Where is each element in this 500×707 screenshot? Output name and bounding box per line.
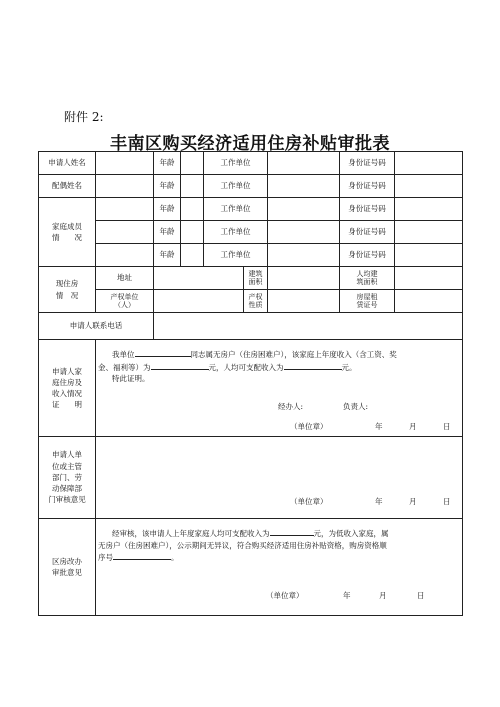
seal-label: （单位章） <box>290 421 328 431</box>
age-field[interactable] <box>181 175 204 198</box>
current-housing-label: 现住房 情 况 <box>39 267 96 313</box>
work-unit-label: 工作单位 <box>204 152 268 175</box>
work-unit-label: 工作单位 <box>204 221 268 244</box>
applicant-name-field[interactable] <box>96 152 154 175</box>
work-unit-field[interactable] <box>268 198 340 221</box>
age-label: 年龄 <box>154 244 181 267</box>
id-number-field[interactable] <box>395 221 463 244</box>
id-number-label: 身份证号码 <box>340 152 395 175</box>
age-label: 年龄 <box>154 152 181 175</box>
responsible-label: 负责人: <box>343 401 369 411</box>
district-text: 经审核，该申请人上年度家庭人均可支配收入为 <box>112 529 270 538</box>
row-housing-2 <box>39 290 463 313</box>
income-text: 金、福利等）为 <box>98 362 151 372</box>
id-number-label: 身份证号码 <box>340 221 395 244</box>
contact-phone-field[interactable] <box>154 313 463 340</box>
handler-label: 经办人: <box>278 401 304 411</box>
id-number-label: 身份证号码 <box>340 244 395 267</box>
month-label: 月 <box>409 497 417 506</box>
age-field[interactable] <box>181 221 204 244</box>
work-unit-label: 工作单位 <box>204 198 268 221</box>
income-text: 同志属无房户（住房困难户），该家庭上年度收入（含工资、奖 <box>190 350 397 359</box>
income-proof-label: 申请人家 庭住房及 收入情况 证 明 <box>39 340 96 437</box>
applicant-name-label: 申请人姓名 <box>39 152 96 175</box>
work-unit-field[interactable] <box>268 175 340 198</box>
day-label: 日 <box>443 497 451 506</box>
age-field[interactable] <box>181 244 204 267</box>
per-capita-area-field[interactable] <box>395 267 463 290</box>
district-income-blank[interactable] <box>270 527 314 536</box>
id-number-field[interactable] <box>395 244 463 267</box>
lease-cert-label: 房屋租 赁证号 <box>340 290 395 313</box>
row-housing-1 <box>39 267 463 290</box>
work-unit-label: 工作单位 <box>204 244 268 267</box>
work-unit-label: 工作单位 <box>204 175 268 198</box>
lease-cert-field[interactable] <box>395 290 463 313</box>
id-number-field[interactable] <box>395 175 463 198</box>
form-title: 丰南区购买经济适用住房补贴审批表 <box>110 134 390 154</box>
income-text: 特此证明。 <box>112 374 150 384</box>
property-unit-label: 产权单位 （人） <box>96 290 154 313</box>
income-proof-content <box>96 340 463 437</box>
contact-phone-label: 申请人联系电话 <box>39 313 154 340</box>
applicant-blank[interactable] <box>135 348 191 357</box>
spouse-name-label: 配偶姓名 <box>39 175 96 198</box>
row-family-1 <box>39 198 463 221</box>
district-text: 。 <box>171 553 179 563</box>
year-label: 年 <box>375 497 383 506</box>
id-number-field[interactable] <box>395 198 463 221</box>
year-label: 年 <box>343 590 351 600</box>
id-number-label: 身份证号码 <box>340 198 395 221</box>
id-number-label: 身份证号码 <box>340 175 395 198</box>
district-text: 元，为低收入家庭，属 <box>313 529 389 538</box>
row-district-opinion <box>39 519 463 616</box>
work-unit-field[interactable] <box>268 244 340 267</box>
property-unit-field[interactable] <box>154 290 244 313</box>
row-family-3 <box>39 244 463 267</box>
income-text: 元。 <box>341 362 357 372</box>
work-unit-field[interactable] <box>268 152 340 175</box>
month-label: 月 <box>409 421 417 431</box>
building-area-label: 建筑 面积 <box>244 267 268 290</box>
dept-opinion-label: 申请人单 位或主管 部门、劳 动保障部 门审核意见 <box>39 437 96 519</box>
age-label: 年龄 <box>154 221 181 244</box>
per-capita-income-blank[interactable] <box>284 361 342 370</box>
district-text: 序号 <box>98 553 113 563</box>
age-field[interactable] <box>181 152 204 175</box>
row-applicant <box>39 152 463 175</box>
age-field[interactable] <box>181 198 204 221</box>
building-area-field[interactable] <box>268 267 340 290</box>
day-label: 日 <box>443 421 451 431</box>
family-name-field[interactable] <box>96 244 154 267</box>
id-number-field[interactable] <box>395 152 463 175</box>
month-label: 月 <box>379 590 387 600</box>
age-label: 年龄 <box>154 175 181 198</box>
per-capita-area-label: 人均建 筑面积 <box>340 267 395 290</box>
row-income-proof <box>39 340 463 437</box>
day-label: 日 <box>417 590 425 600</box>
property-nature-field[interactable] <box>268 290 340 313</box>
income-blank[interactable] <box>151 361 209 370</box>
year-label: 年 <box>375 421 383 431</box>
sequence-number-blank[interactable] <box>113 551 171 560</box>
seal-label: （单位章） <box>266 590 304 600</box>
row-contact <box>39 313 463 340</box>
income-text: 元，人均可支配收入为 <box>208 362 284 372</box>
row-spouse <box>39 175 463 198</box>
age-label: 年龄 <box>154 198 181 221</box>
district-text: 无房户（住房困难户），公示期间无异议，符合购买经济适用住房补贴资格，购房资格顺 <box>98 540 387 550</box>
family-members-label: 家庭成员 情 况 <box>39 198 96 267</box>
family-name-field[interactable] <box>96 198 154 221</box>
income-text: 我单位 <box>112 350 135 359</box>
dept-opinion-content[interactable] <box>96 437 463 519</box>
seal-label: （单位章） <box>290 497 328 506</box>
district-opinion-label: 区房改办 审批意见 <box>39 519 96 616</box>
address-field[interactable] <box>154 267 244 290</box>
spouse-name-field[interactable] <box>96 175 154 198</box>
address-label: 地址 <box>96 267 154 290</box>
row-dept-opinion <box>39 437 463 519</box>
district-opinion-content <box>96 519 463 616</box>
row-family-2 <box>39 221 463 244</box>
property-nature-label: 产权 性质 <box>244 290 268 313</box>
family-name-field[interactable] <box>96 221 154 244</box>
attachment-label: 附件 2: <box>64 110 104 124</box>
approval-table <box>38 151 463 616</box>
work-unit-field[interactable] <box>268 221 340 244</box>
